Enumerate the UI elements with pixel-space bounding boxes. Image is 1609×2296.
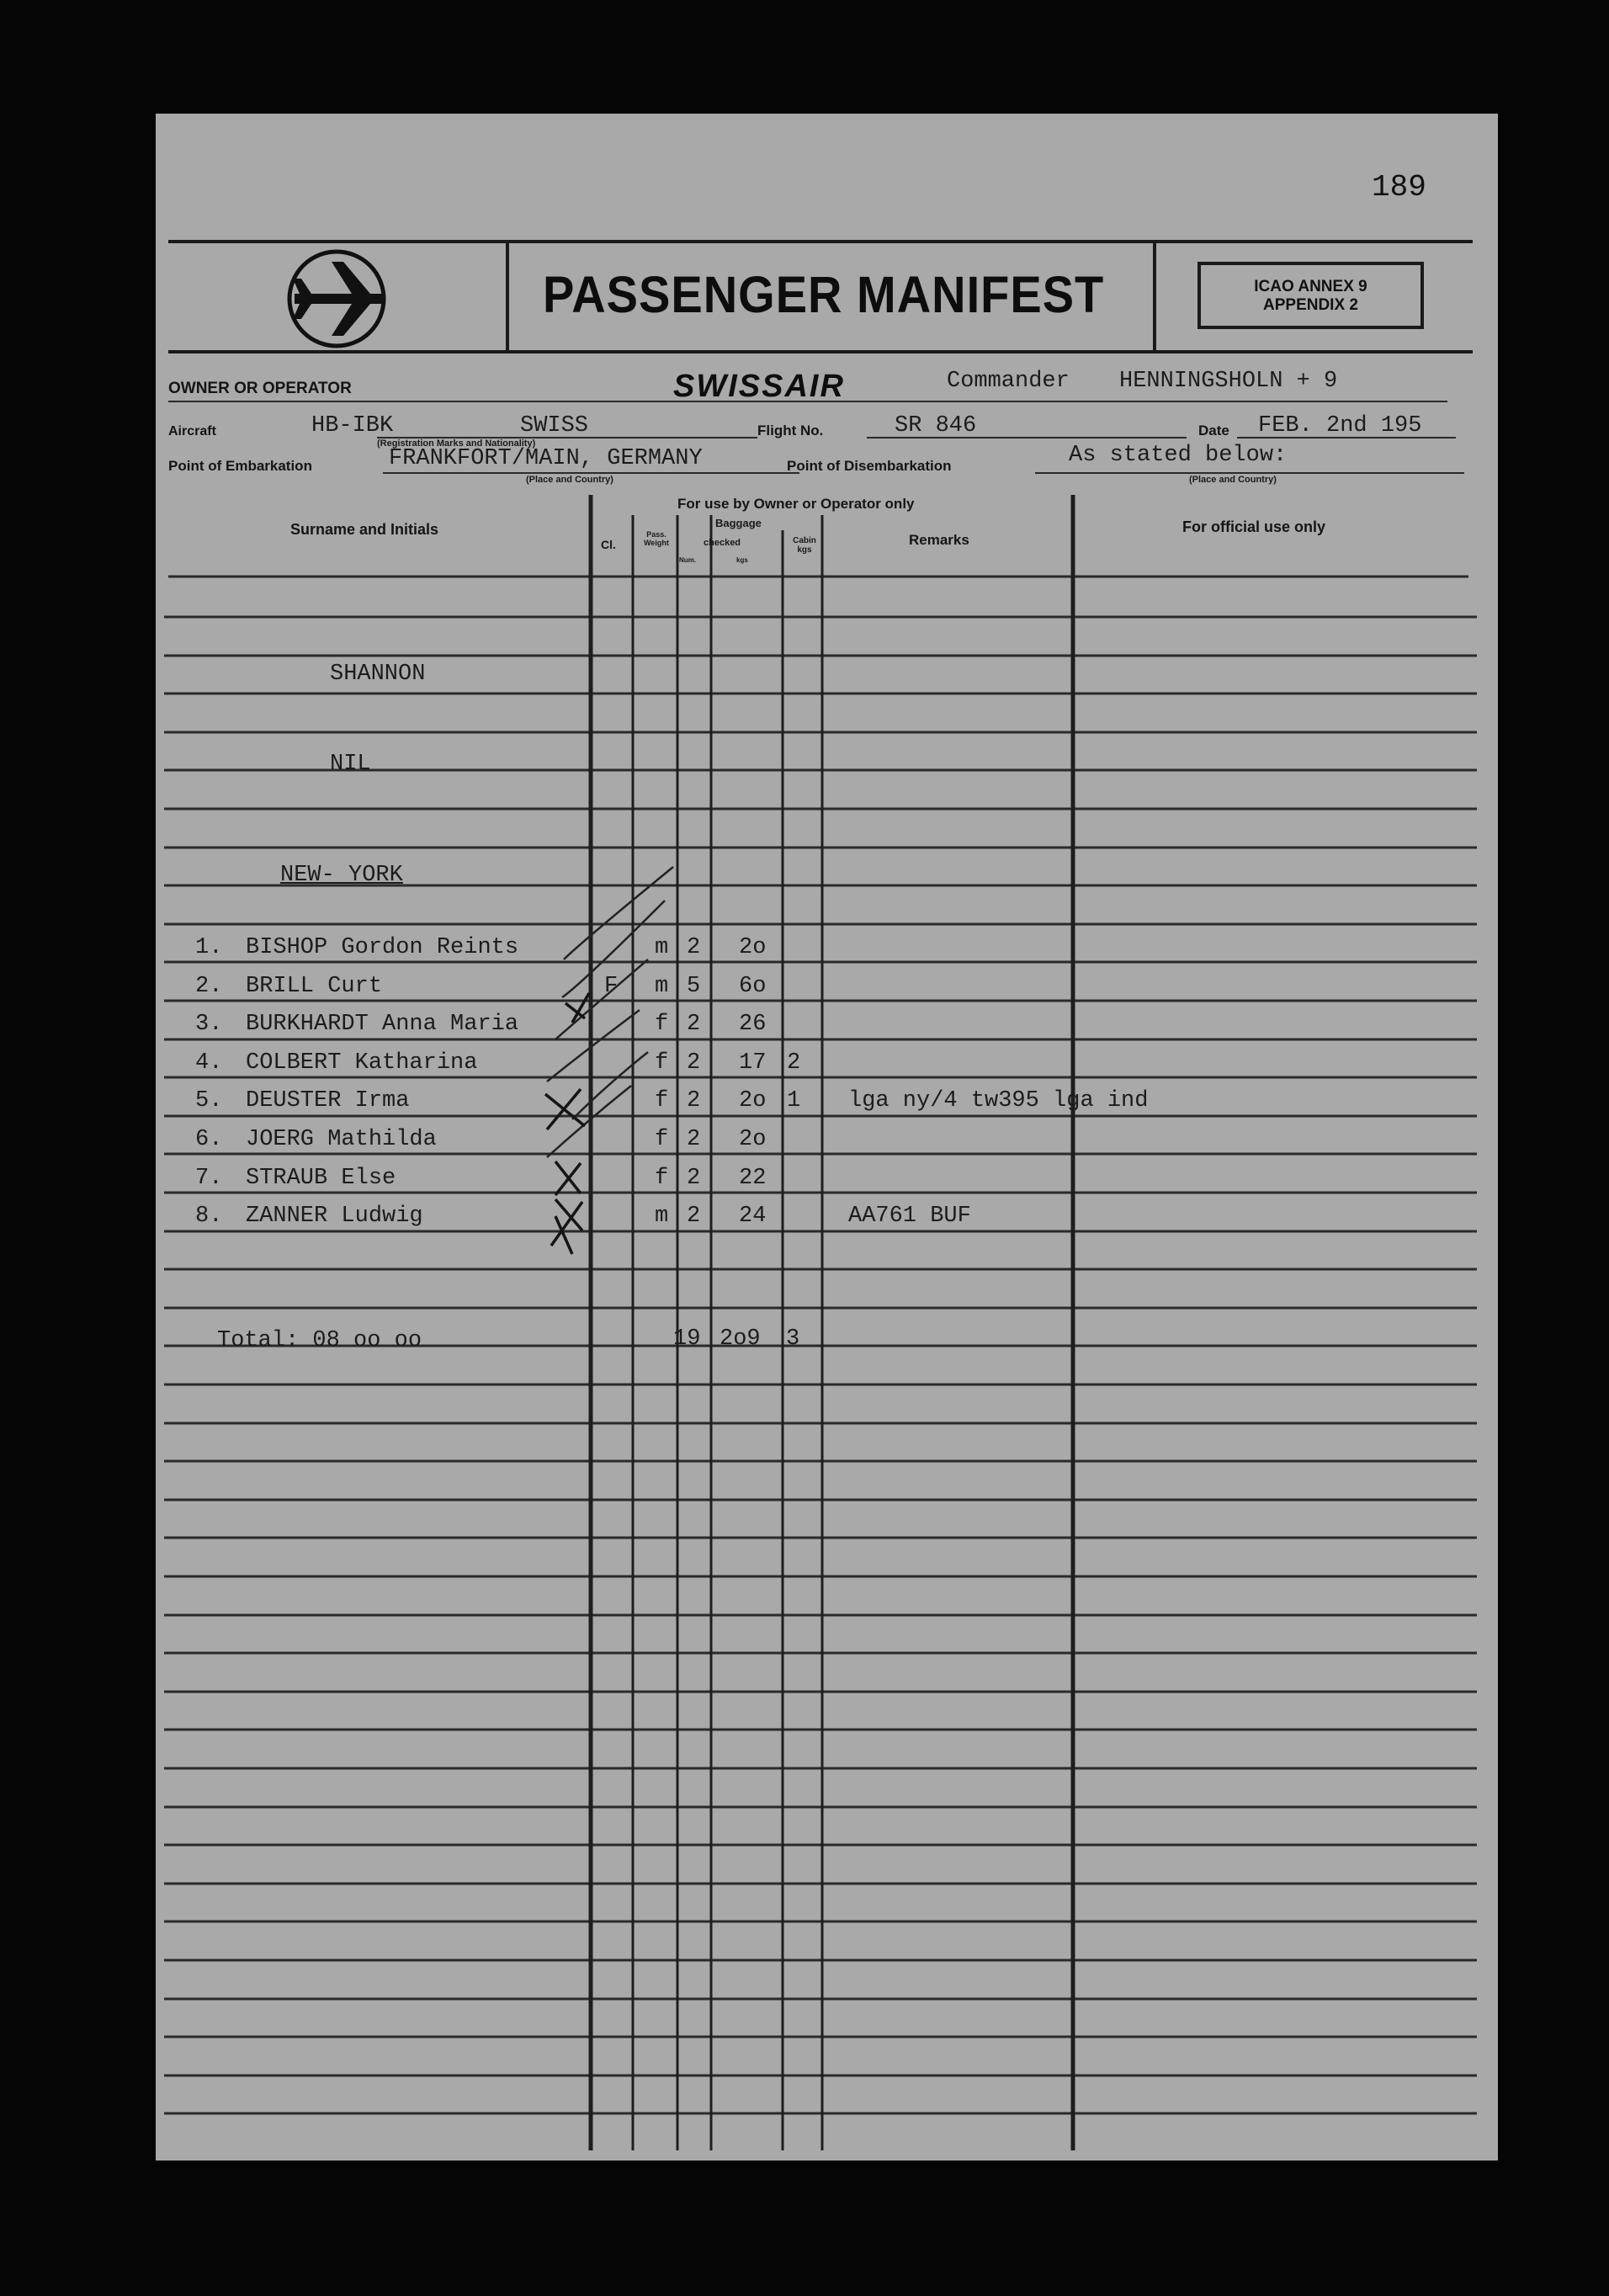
cabin-kgs: 2 [787, 1050, 801, 1076]
commander-label: Commander [947, 369, 1070, 394]
totals-pieces: 19 [673, 1326, 701, 1352]
date-value: FEB. 2nd 195 [1258, 413, 1422, 438]
registration-note: (Registration Marks and Nationality) [377, 438, 536, 449]
baggage-pieces: 2 [687, 1012, 701, 1037]
baggage-kgs: 22 [739, 1166, 767, 1191]
col-pass-weight-header: Pass. Weight [644, 530, 669, 547]
baggage-pieces: 5 [687, 974, 701, 999]
annex-line-1: ICAO ANNEX 9 [1254, 278, 1367, 295]
totals-kgs: 2o9 [720, 1326, 761, 1352]
annex-line-2: APPENDIX 2 [1263, 296, 1358, 314]
col-cl-header: Cl. [601, 538, 616, 551]
passenger-number: 1. [195, 935, 223, 960]
nationality-value: SWISS [520, 413, 589, 438]
col-num-header: Num. [679, 556, 696, 564]
passenger-name: BRILL Curt [246, 974, 383, 999]
passenger-sex: f [655, 1166, 669, 1191]
baggage-pieces: 2 [687, 1088, 701, 1113]
baggage-kgs: 24 [739, 1204, 767, 1229]
baggage-kgs: 2o [739, 935, 767, 960]
registration-value: HB-IBK [311, 413, 394, 438]
embarkation-value: FRANKFORT/MAIN, GERMANY [389, 446, 703, 471]
passenger-name: JOERG Mathilda [246, 1127, 437, 1152]
section-label: SHANNON [330, 662, 426, 687]
totals-label: Total: 08 oo oo [217, 1328, 422, 1353]
baggage-pieces: 2 [687, 1166, 701, 1191]
passenger-name: COLBERT Katharina [246, 1050, 478, 1076]
baggage-kgs: 2o [739, 1088, 767, 1113]
flight-label: Flight No. [757, 423, 824, 438]
passenger-sex: m [655, 1204, 669, 1229]
flight-value: SR 846 [895, 413, 977, 438]
baggage-kgs: 2o [739, 1127, 767, 1152]
passenger-class: F [604, 974, 619, 999]
passenger-name: ZANNER Ludwig [246, 1204, 423, 1229]
owner-use-header: For use by Owner or Operator only [677, 496, 915, 512]
col-baggage-header: Baggage [715, 517, 762, 529]
embarkation-label: Point of Embarkation [168, 458, 312, 474]
remarks: AA761 BUF [848, 1204, 971, 1229]
passenger-sex: f [655, 1050, 669, 1076]
disembarkation-label: Point of Disembarkation [787, 458, 952, 474]
passenger-number: 5. [195, 1088, 223, 1113]
col-remarks-header: Remarks [909, 532, 969, 548]
passenger-sex: f [655, 1012, 669, 1037]
passenger-name: BURKHARDT Anna Maria [246, 1012, 519, 1037]
baggage-kgs: 26 [739, 1012, 767, 1037]
section-label: NEW- YORK [280, 863, 403, 888]
passenger-sex: f [655, 1088, 669, 1113]
owner-label: OWNER OR OPERATOR [168, 380, 352, 397]
disembarkation-note: (Place and Country) [1189, 475, 1277, 485]
embarkation-note: (Place and Country) [526, 475, 613, 485]
passenger-name: STRAUB Else [246, 1166, 396, 1191]
disembarkation-value: As stated below: [1069, 443, 1288, 468]
aircraft-label: Aircraft [168, 424, 216, 438]
logo-airplane-icon [289, 252, 385, 346]
col-surname-header: Surname and Initials [290, 521, 439, 538]
passenger-sex: m [655, 974, 669, 999]
totals-cabin: 3 [786, 1326, 800, 1352]
baggage-pieces: 2 [687, 935, 701, 960]
passenger-sex: f [655, 1127, 669, 1152]
baggage-kgs: 6o [739, 974, 767, 999]
passenger-number: 2. [195, 974, 223, 999]
remarks: lga ny/4 tw395 lga ind [848, 1088, 1149, 1113]
col-official-header: For official use only [1182, 518, 1326, 535]
col-cabin-header: Cabin kgs [793, 536, 816, 555]
passenger-number: 6. [195, 1127, 223, 1152]
col-kgs-header: kgs [736, 556, 748, 564]
page-number: 189 [1372, 170, 1426, 205]
col-checked-header: checked [704, 538, 741, 548]
passenger-number: 7. [195, 1166, 223, 1191]
owner-value: SWISSAIR [673, 369, 845, 404]
date-label: Date [1198, 423, 1229, 438]
passenger-name: DEUSTER Irma [246, 1088, 410, 1113]
cabin-kgs: 1 [787, 1088, 801, 1113]
form-title: PASSENGER MANIFEST [543, 264, 1105, 324]
commander-value: HENNINGSHOLN + 9 [1119, 369, 1338, 394]
passenger-number: 8. [195, 1204, 223, 1229]
baggage-pieces: 2 [687, 1204, 701, 1229]
passenger-name: BISHOP Gordon Reints [246, 935, 519, 960]
passenger-number: 3. [195, 1012, 223, 1037]
baggage-pieces: 2 [687, 1050, 701, 1076]
baggage-kgs: 17 [739, 1050, 767, 1076]
passenger-sex: m [655, 935, 669, 960]
section-label: NIL [330, 752, 371, 777]
passenger-number: 4. [195, 1050, 223, 1076]
baggage-pieces: 2 [687, 1127, 701, 1152]
